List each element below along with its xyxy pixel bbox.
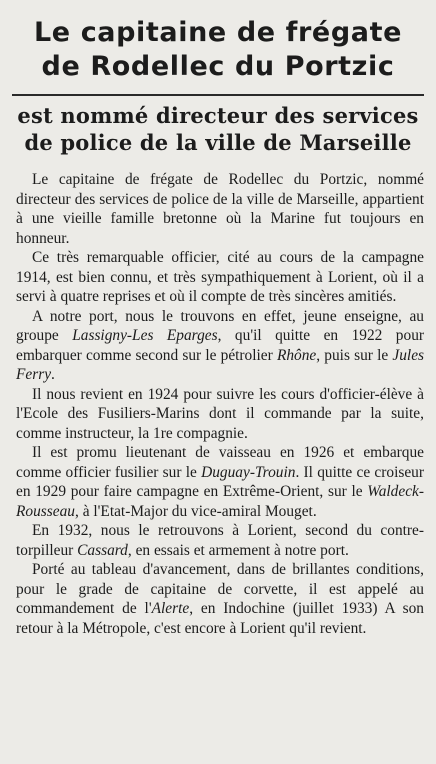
headline [0,0,436,84]
subheadline-line-1: est nommé directeur des services [17,103,419,128]
p3-text-e: , puis sur le [316,346,393,364]
p5-ship-waldeck-rousseau: Waldeck-Rousseau [16,483,424,520]
article-body [0,156,436,638]
paragraph-1: Le capitaine de frégate de Rodellec du Portzic, nommé directeur des services de police de la ville de Marseille, appartient à une vieille famille bretonne où la Marine fut toujours en honneur. [16,171,424,247]
p7-ship-alerte: Alerte [151,600,190,617]
p5-ship-duguay-trouin: Duguay-Trouin [201,463,296,481]
headline-line-2: de Rodellec du Portzic [41,51,395,82]
p3-ship-rhone: Rhône [276,346,317,364]
p3-group-name: Lassigny-Les Eparges [72,327,218,344]
paragraph-3 [16,307,424,385]
p5-text-c: . Il quitte ce croiseur en 1929 pour faire campagne en Extrême-Orient, sur le [16,463,425,500]
headline-line-1: Le capitaine de frégate [33,17,403,48]
paragraph-2: Ce très remarquable officier, cité au cours de la campagne 1914, est bien connu, et très sympathiquement à Lorient, où il a servi à quatre reprises et où il compte de très sincères amitiés. [16,249,424,305]
paragraph-7 [16,560,424,638]
p7-text-c: , en Indochine (juillet 1933) A son retour à la Métropole, c'est encore à Lorient qu'il revient. [16,600,424,637]
p6-text-a: En 1932, nous le retrouvons à Lorient, second du contre-torpilleur [16,522,424,559]
p3-text-g: . [51,366,55,383]
paragraph-5 [16,443,424,521]
p3-text-a: A notre port, nous le trouvons en effet, jeune enseigne, au groupe [16,307,424,344]
p5-text-e: , à l'Etat-Major du vice-amiral Mouget. [75,502,317,520]
p5-text-a: Il est promu lieutenant de vaisseau en 1926 et embarque comme officier fusilier sur le [16,444,424,481]
p6-ship-cassard: Cassard [77,541,128,559]
p7-text-a: Porté au tableau d'avancement, dans de brillantes conditions, pour le grade de capitaine de corvette, il est appelé au commandement de l' [16,561,424,617]
p6-text-c: , en essais et armement à notre port. [127,541,349,559]
p3-text-c: , qu'il quitte en 1922 pour embarquer comme second sur le pétrolier [16,327,425,364]
subheadline-line-2: de police de la ville de Marseille [24,130,412,155]
subheadline [0,96,436,156]
p3-ship-jules-ferry: Jules Ferry [16,346,425,383]
paragraph-4: Il nous revient en 1924 pour suivre les cours d'officier-élève à l'Ecole des Fusiliers-Marins dont il commande par la suite, comme instructeur, la 1re compagnie. [16,385,424,442]
paragraph-6 [16,521,424,560]
